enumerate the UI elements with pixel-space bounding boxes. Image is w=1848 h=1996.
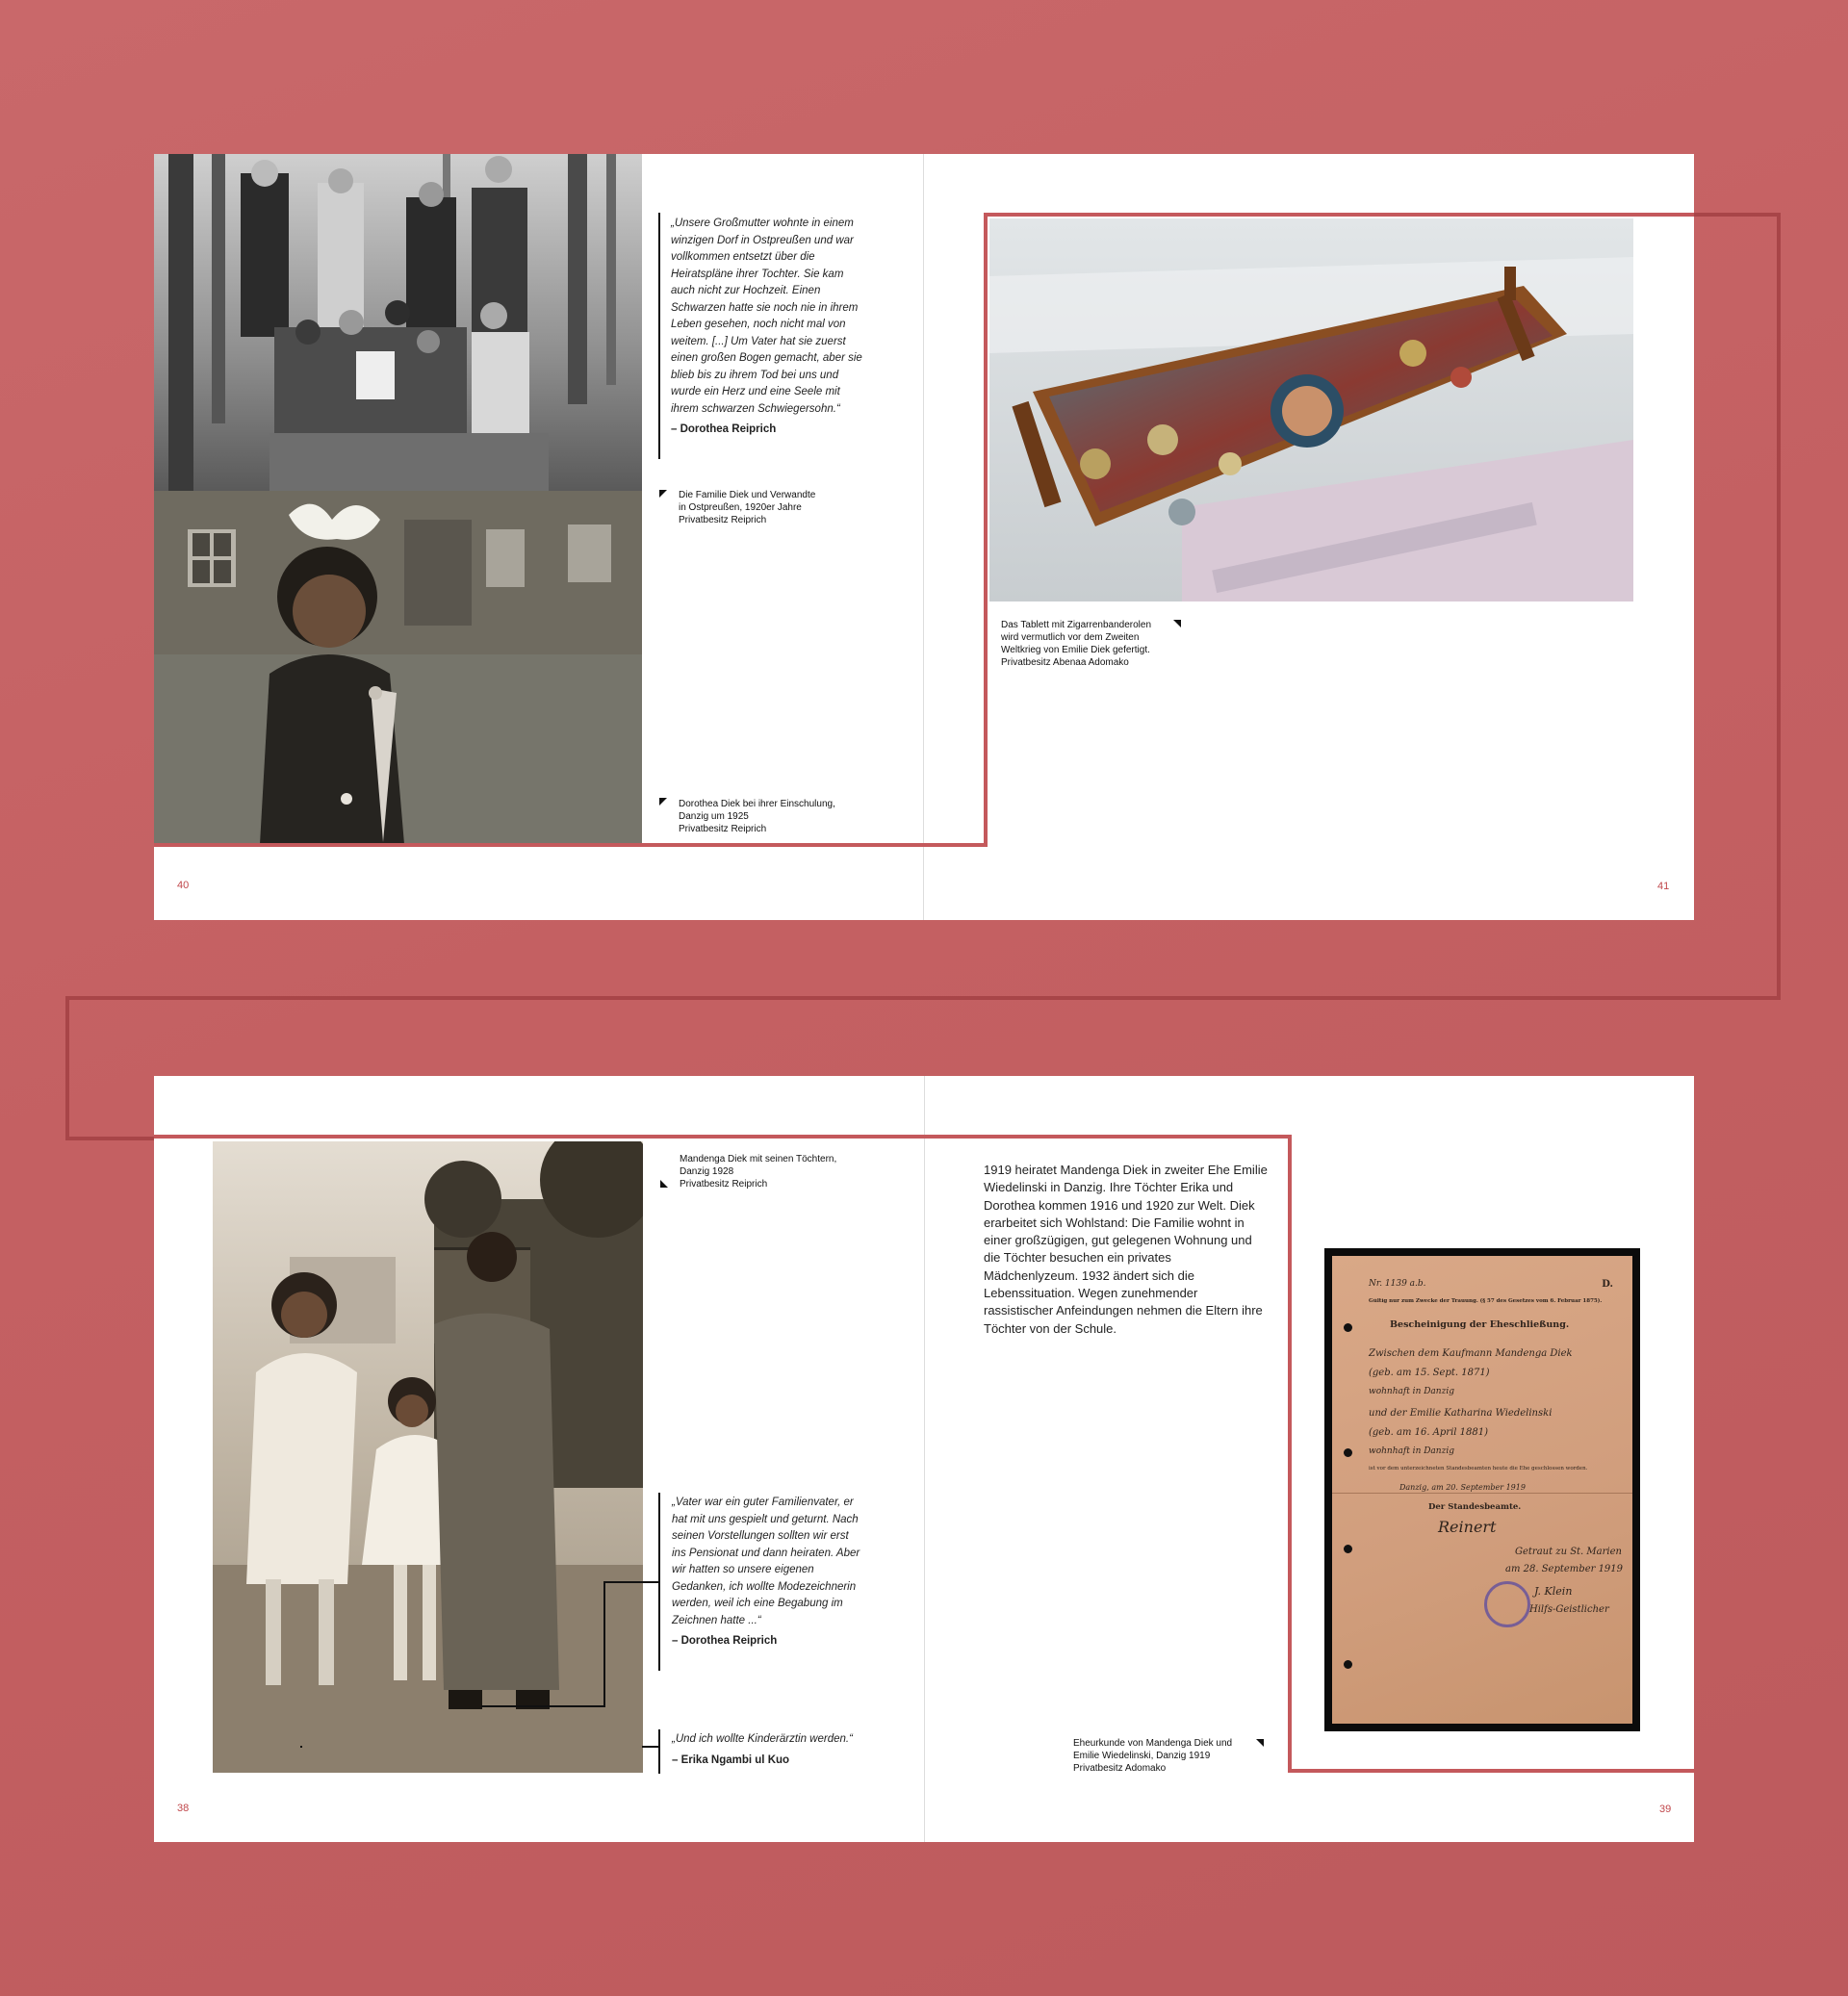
- tray-photo: [989, 218, 1633, 601]
- gutter-top: [923, 154, 924, 920]
- page-number-41: 41: [1657, 881, 1670, 892]
- punch-hole-icon: [1344, 1448, 1352, 1457]
- certificate-note: am 28. September 1919: [1505, 1564, 1624, 1574]
- page-number-38: 38: [177, 1803, 190, 1814]
- certificate-fold: [1332, 1493, 1632, 1494]
- certificate-note: Hilfs-Geistlicher: [1529, 1604, 1609, 1615]
- connector-line: [642, 1746, 659, 1748]
- quote-text: „Unsere Großmutter wohnte in einem winzigen Dorf in Ostpreußen und war vollkommen entsetzt über die Heiratspläne ihrer Tochter. Sie kam auch nicht zur Hochzeit. Einen Schwarzen hatte sie noch nie in ihrem Leben gesehen, noch nicht mal von weitem. [...] Um Vater hat sie zuerst einen großen Bogen gemacht, aber sie blieb bis zu ihrem Tod bei uns und wurde ein Herz und eine Seele mit ihrem schwarzen Schwiegersohn.“: [671, 218, 862, 415]
- quote-bar: [658, 1493, 660, 1671]
- certificate-validity: Gültig nur zum Zwecke der Trauung. (§ 57 des Gesetzes vom 6. Februar 1875).: [1369, 1298, 1603, 1304]
- caption-document: Eheurkunde von Mandenga Diek und Emilie Wiedelinski, Danzig 1919 Privatbesitz Adomako: [1073, 1738, 1233, 1774]
- school-photo: [154, 491, 642, 844]
- certificate-line: (geb. am 15. Sept. 1871): [1369, 1368, 1490, 1378]
- quote-text: „Und ich wollte Kinderärztin werden.“: [672, 1733, 853, 1745]
- frame-line: [154, 1135, 1292, 1139]
- certificate-heading: Bescheinigung der Eheschließung.: [1390, 1319, 1570, 1330]
- certificate-paper: [1332, 1256, 1632, 1724]
- page-number-40: 40: [177, 880, 190, 891]
- body-paragraph: 1919 heiratet Mandenga Diek in zweiter Ehe Emilie Wiedelinski in Danzig. Ihre Töchter Erika und Dorothea kommen 1916 und 1920 zur Welt. Diek erarbeitet sich Wohlstand: Die Familie wohnt in einer großzügigen, gut gelegenen Wohnung und die Töchter besuchen ein privates Mädchenlyzeum. 1932 ändert sich die Lebenssituation. Wegen zunehmender rassistischer Anfeindungen nehmen die Eltern ihre Töchter von der Schule.: [984, 1163, 1268, 1336]
- quote-father: [672, 1495, 864, 1651]
- frame-line: [154, 843, 988, 847]
- certificate-official: Der Standesbeamte.: [1428, 1502, 1522, 1512]
- frame-line: [65, 996, 1781, 1000]
- caption-portrait: Mandenga Diek mit seinen Töchtern, Danzig 1928 Privatbesitz Reiprich: [680, 1154, 837, 1190]
- certificate-place-date: Danzig, am 20. September 1919: [1399, 1483, 1526, 1492]
- certificate-line: wohnhaft in Danzig: [1369, 1387, 1454, 1396]
- caption-arrow-icon: [1256, 1739, 1264, 1747]
- punch-hole-icon: [1344, 1660, 1352, 1669]
- stamp-icon: [1484, 1581, 1530, 1627]
- certificate-note: J. Klein: [1534, 1585, 1573, 1598]
- page-number-39: 39: [1659, 1804, 1672, 1815]
- marriage-certificate: [1324, 1248, 1640, 1731]
- frame-line: [984, 213, 988, 847]
- connector-line: [603, 1581, 605, 1707]
- quote-text: „Vater war ein guter Familienvater, er hat mit uns gespielt und geturnt. Nach seinen Vorstellungen sollten wir erst ins Pensionat und dann heiraten. Aber wir hatten so unsere eigenen Gedanken, ich wollte Modezeichnerin werden, weil ich eine Begabung im Zeichnen hatte ...“: [672, 1497, 860, 1626]
- quote-pediatrician: [672, 1731, 893, 1769]
- certificate-line: Zwischen dem Kaufmann Mandenga Diek: [1369, 1348, 1573, 1359]
- connector-line: [300, 1746, 302, 1748]
- punch-hole-icon: [1344, 1545, 1352, 1553]
- gutter-bottom: [924, 1076, 925, 1842]
- certificate-signature: Reinert: [1438, 1518, 1497, 1536]
- certificate-line: und der Emilie Katharina Wiedelinski: [1369, 1408, 1553, 1419]
- quote-author: – Dorothea Reiprich: [672, 1635, 778, 1647]
- quote-bar: [658, 1729, 660, 1774]
- frame-line: [1288, 1769, 1694, 1773]
- caption-arrow-icon: [659, 490, 667, 498]
- certificate-line: ist vor dem unterzeichneten Standesbeamten heute die Ehe geschlossen worden.: [1369, 1466, 1588, 1471]
- connector-line: [481, 1705, 605, 1707]
- father-daughters-photo: [213, 1141, 643, 1773]
- frame-line: [984, 213, 1694, 217]
- frame-line: [1288, 1135, 1292, 1773]
- quote-author: – Erika Ngambi ul Kuo: [672, 1753, 790, 1766]
- quote-author: – Dorothea Reiprich: [671, 423, 777, 435]
- caption-arrow-icon: [660, 1180, 668, 1188]
- frame-line: [1777, 213, 1781, 1000]
- quote-bar: [658, 213, 660, 459]
- certificate-number: Nr. 1139 a.b.: [1369, 1279, 1426, 1289]
- certificate-note: Getraut zu St. Marien: [1515, 1547, 1622, 1557]
- caption-arrow-icon: [659, 798, 667, 806]
- punch-hole-icon: [1344, 1323, 1352, 1332]
- frame-line: [65, 1137, 154, 1140]
- certificate-letter: D.: [1602, 1279, 1613, 1290]
- certificate-line: (geb. am 16. April 1881): [1369, 1427, 1489, 1438]
- caption-family-photo: Die Familie Diek und Verwandte in Ostpreußen, 1920er Jahre Privatbesitz Reiprich: [679, 490, 816, 525]
- frame-line: [1694, 213, 1781, 217]
- connector-line: [603, 1581, 659, 1583]
- frame-line: [65, 996, 69, 1140]
- family-photo: [154, 154, 642, 491]
- caption-tray: Das Tablett mit Zigarrenbanderolen wird vermutlich vor dem Zweiten Weltkrieg von Emilie Diek gefertigt. Privatbesitz Abenaa Adomako: [1001, 620, 1152, 668]
- certificate-line: wohnhaft in Danzig: [1369, 1446, 1454, 1456]
- quote-grandmother: [671, 216, 863, 439]
- caption-school-photo: Dorothea Diek bei ihrer Einschulung, Danzig um 1925 Privatbesitz Reiprich: [679, 799, 835, 834]
